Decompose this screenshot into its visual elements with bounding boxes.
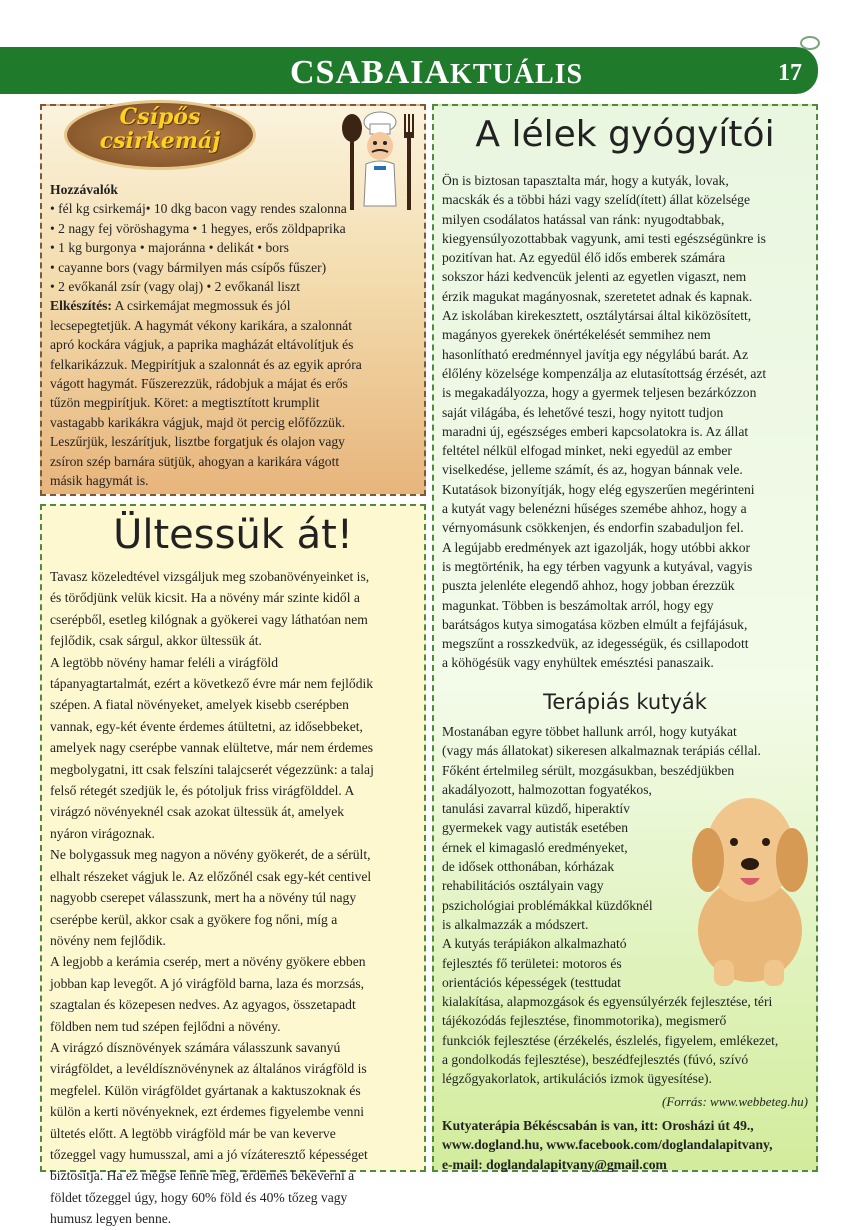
paragraph-line: cserépbe kerül, akkor csak a gyökere fog nőni, míg a	[50, 911, 338, 927]
paragraph-line: saját világába, és lehetővé teszi, hogy nyitott tudjon	[442, 404, 724, 420]
recipe-badge	[64, 100, 256, 170]
paragraph-line: tőzeggel vagy humusszal, ami a jó vízáteresztő képességet	[50, 1146, 368, 1162]
paragraph-line: akadályozott, halmozottan fogyatékos,	[442, 781, 652, 797]
magazine-title	[290, 54, 583, 92]
paragraph-line: vannak, egy-két évente érdemes átültetni, az idősebbeket,	[50, 718, 363, 734]
paragraph-line: cserépből, esetleg kilógnak a gyökerei vagy láthatóan nem	[50, 611, 368, 627]
paragraph-line: Mostanában egyre többet hallunk arról, hogy kutyákat	[442, 724, 737, 739]
paragraph-line: kiegyensúlyozottabbak vagyunk, ami testi egészségünkre is	[442, 230, 766, 246]
contact-line: Kutyaterápia Békéscsabán is van, itt: Orosházi út 49.,	[442, 1118, 754, 1133]
paragraph-line: gyermekek vagy autisták esetében	[442, 820, 629, 836]
ingredient-line: • cayanne bors (vagy bármilyen más csípős fűszer)	[50, 259, 327, 275]
method-line: vastagabb karikákra vágjuk, majd öt percig előfőzzük.	[50, 414, 346, 430]
paragraph-line: rehabilitációs osztályain vagy	[442, 878, 604, 894]
paragraph-line: milyen csodálatos hatással van ránk: nyugodtabbak,	[442, 211, 725, 227]
method-line: tűzön megpirítjuk. Köret: a megtisztított krumplit	[50, 395, 320, 411]
paragraph-line: Tavasz közeledtével vizsgáljuk meg szobanövényeinket is,	[50, 569, 370, 584]
paragraph-line: biztosítja. Ha ez mégse lenne meg, érdemes bekeverni a	[50, 1168, 355, 1184]
paragraph-line: macskák és a többi házi vagy szelíd(ített) állat közelsége	[442, 192, 751, 208]
paragraph-line: hasonlítható eredménnyel javítja egy négylábú barát. Az	[442, 346, 749, 362]
paragraph-line: sokszor házi kedvencük jelenti az egyetlen vigaszt, nem	[442, 269, 747, 285]
paragraph-line: felső rétegét szedjük le, és pótoljuk friss virágfölddel. A	[50, 783, 355, 799]
paragraph-line: A virágzó dísznövények számára válasszunk savanyú	[50, 1039, 341, 1055]
ingredient-line: • fél kg csirkemáj• 10 dkg bacon vagy rendes szalonna	[50, 201, 347, 217]
paragraph-line: feltétel nélkül elfogad minket, neki egyedül az ember	[442, 443, 732, 459]
therapy-dogs-body	[442, 722, 814, 1089]
paragraph-line: tájékozódás fejlesztése, finommotorika), megismerő	[442, 1013, 727, 1029]
method-line: apró kockára vágjuk, a paprika magházát eltávolítjuk és	[50, 337, 354, 353]
paragraph-line: ültetés előtt. A legtöbb virágföld már be van keverve	[50, 1125, 336, 1141]
paragraph-line: pozitívan hat. Az egyedül élő idős emberek számára	[442, 250, 726, 266]
paragraph-line: A legtöbb növény hamar feléli a virágföld	[50, 654, 279, 670]
paragraph-line: a köhögésük vagy enyhültek emésztési panaszaik.	[442, 655, 714, 671]
paragraph-line: a gondolkodás fejlesztése), beszédfejlesztés (fúvó, szívó	[442, 1052, 749, 1068]
contact-line: e-mail: doglandalapitvany@gmail.com	[442, 1156, 667, 1172]
paragraph-line: magunkat. Többen is beszámoltak arról, hogy egy	[442, 597, 714, 613]
paragraph-line: földben nem tud szépen fejlődni a növény.	[50, 1018, 281, 1034]
source-credit: (Forrás: www.webbeteg.hu)	[662, 1094, 808, 1109]
paragraph-line: puszta jelenléte elegendő ahhoz, hogy jobban érezzük	[442, 578, 735, 594]
ingredient-line: • 2 evőkanál zsír (vagy olaj) • 2 evőkanál liszt	[50, 279, 300, 295]
soul-article-title: A lélek gyógyítói	[475, 114, 775, 155]
recipe-badge-title	[67, 105, 253, 153]
plant-article-body	[50, 566, 418, 1230]
title-part-3: KTUÁLIS	[450, 59, 584, 90]
ingredient-line: • 1 kg burgonya • majoránna • delikát • bors	[50, 240, 289, 256]
plant-article-title: Ültessük át!	[113, 512, 353, 558]
paragraph-line: virágzó növényeknél csak azokat ültessük át, amelyek	[50, 804, 345, 820]
paragraph-line: is megtörténik, ha egy térben vagyunk a kutyával, vagyis	[442, 558, 753, 574]
method-line: lecsepegtetjük. A hagymát vékony karikára, a szalonnát	[50, 317, 352, 333]
paragraph-line: is alkalmazzák a módszert.	[442, 916, 589, 932]
paragraph-line: kialakítása, alapmozgások és egyensúlyérzék fejlesztése, téri	[442, 994, 773, 1010]
recipe-text	[50, 180, 418, 491]
method-line: zsíron szép barnára sütjük, ahogyan a karikára vágott	[50, 453, 340, 469]
title-part-1: CSABAI	[290, 54, 425, 91]
paragraph-line: Ön is biztosan tapasztalta már, hogy a kutyák, lovak,	[442, 173, 729, 188]
paragraph-line: megfelel. Külön virágföldet gyártanak a kaktuszoknak és	[50, 1082, 361, 1098]
method-heading: Elkészítés:	[50, 298, 112, 314]
paragraph-line: amelyek nagy cserépbe vannak elültetve, már nem érdemes	[50, 740, 374, 756]
paragraph-line: megszűnt a rosszkedvük, az idegességük, és csillapodott	[442, 636, 749, 652]
paragraph-line: a kutyát vagy belenézni hűséges szemébe ahhoz, hogy a	[442, 501, 747, 517]
paragraph-line: humusz legyen benne.	[50, 1211, 172, 1227]
paragraph-line: nyáron virágoznak.	[50, 825, 155, 841]
paragraph-line: tápanyagtartalmát, ezért a következő évre már nem fejlődik	[50, 676, 374, 692]
method-first-line	[50, 296, 418, 315]
paragraph-line: A legjobb a kerámia cserép, mert a növény gyökere ebben	[50, 954, 366, 970]
contact-info	[442, 1116, 814, 1174]
paragraph-line: maradni új, egészséges emberi kapcsolatokra is. Az állat	[442, 423, 749, 439]
paragraph-line: jobban kap levegőt. A jó virágföld barna, laza és morzsás,	[50, 975, 365, 991]
paragraph-line: elhalt részeket vágjuk le. Az előzőnél csak egy-két centivel	[50, 868, 372, 884]
paragraph-line: magányos gyerekek önértékelését semmihez nem	[442, 327, 711, 343]
paragraph-line: növény nem fejlődik.	[50, 932, 166, 948]
paragraph-line: tanulási zavarral küzdő, hiperaktív	[442, 801, 630, 817]
recipe-badge-line-1: Csípős	[119, 104, 201, 130]
paragraph-line: külön a kerti növényeknek, ezt érdemes figyelembe venni	[50, 1104, 365, 1120]
paragraph-line: is megakadályozza, hogy a gyermek teljesen bezárkózzon	[442, 385, 757, 401]
paragraph-line: élőlény közelsége kompenzálja az elutasítottság érzését, azt	[442, 365, 767, 381]
method-line: Leszűrjük, leszárítjuk, lisztbe forgatjuk és olajon vagy	[50, 434, 345, 450]
paragraph-line: földet tőzeggel úgy, hogy 60% föld és 40% tőzeg vagy	[50, 1189, 348, 1205]
paragraph-line: barátságos kutya simogatása közben elmúlt a fejfájásuk,	[442, 616, 748, 632]
paragraph-line: és törődjünk velük kicsit. Ha a növény már szinte kidől a	[50, 590, 360, 606]
contact-line: www.dogland.hu, www.facebook.com/doglandalapitvany,	[442, 1137, 773, 1153]
paragraph-line: Az iskolában kirekesztett, osztálytársai által kiközösített,	[442, 308, 752, 324]
paragraph-line: légzőgyakorlatok, artikulációs izmok ügyesítése).	[442, 1071, 712, 1087]
paragraph-line: virágföldet, a levéldísznövénynek az általános virágföld is	[50, 1061, 367, 1077]
paragraph-line: nagyobb cserepet válasszunk, mert ha a növény túl nagy	[50, 890, 357, 906]
paragraph-line: orientációs képességek (testtudat	[442, 974, 621, 990]
paragraph-line: érnek el kimagasló eredményeket,	[442, 839, 628, 855]
ingredient-line: • 2 nagy fej vöröshagyma • 1 hegyes, erős zöldpaprika	[50, 220, 346, 236]
method-line: másik hagymát is.	[50, 473, 149, 489]
paragraph-line: Ne bolygassuk meg nagyon a növény gyökerét, de a sérült,	[50, 847, 371, 863]
paragraph-line: szépen. A fiatal növényeket, amelyek kisebb cserépben	[50, 697, 349, 713]
paragraph-line: viselkedése, jelleme számít, és az, hogyan bánnak vele.	[442, 462, 743, 478]
method-line: vágott hagymát. Fűszerezzük, rádobjuk a májat és erős	[50, 376, 348, 392]
paragraph-line: fejlesztés fő területei: motoros és	[442, 955, 622, 971]
paragraph-line: de idősek otthonában, kórházak	[442, 859, 615, 875]
paragraph-line: fejlődik, csak sárgul, akkor ültessük át.	[50, 633, 262, 649]
recipe-badge-line-2: csirkemáj	[99, 128, 221, 154]
paragraph-line: pszichológiai problémákkal küzdőknél	[442, 897, 653, 913]
paragraph-line: vérnyomásunk csökkenjen, és endorfin szabaduljon fel.	[442, 520, 744, 536]
paragraph-line: funkciók fejlesztése (érzékelés, észlelés, figyelem, emlékezet,	[442, 1032, 779, 1048]
paragraph-line: megbolygatni, itt csak felszíni talajcserét végezzünk: a talaj	[50, 761, 374, 777]
method-first-text: A csirkemájat megmossuk és jól	[111, 298, 291, 314]
paragraph-line: Főként értelmileg sérült, mozgásukban, beszédjükben	[442, 762, 735, 778]
paragraph-line: Kutatások bizonyítják, hogy elég egyszerűen megérinteni	[442, 481, 755, 497]
method-line: felkarikázzuk. Megpirítjuk a szalonnát és az egyik apróra	[50, 356, 362, 372]
soul-article-body	[442, 171, 814, 673]
paragraph-line: A legújabb eredmények azt igazolják, hogy utóbbi akkor	[442, 539, 751, 555]
paragraph-line: A kutyás terápiákon alkalmazható	[442, 936, 627, 952]
ingredients-heading: Hozzávalók	[50, 182, 118, 197]
title-part-2: A	[424, 54, 451, 91]
paragraph-line: (vagy más állatokat) sikeresen alkalmaznak terápiás céllal.	[442, 743, 761, 759]
paragraph-line: érzik magukat magányosnak, szeretetet adnak és kapnak.	[442, 288, 753, 304]
therapy-dogs-subtitle: Terápiás kutyák	[543, 690, 707, 714]
page-number: 17	[778, 60, 802, 86]
paragraph-line: szagtalan és közepesen nedves. Az agyagos, összetapadt	[50, 997, 356, 1013]
